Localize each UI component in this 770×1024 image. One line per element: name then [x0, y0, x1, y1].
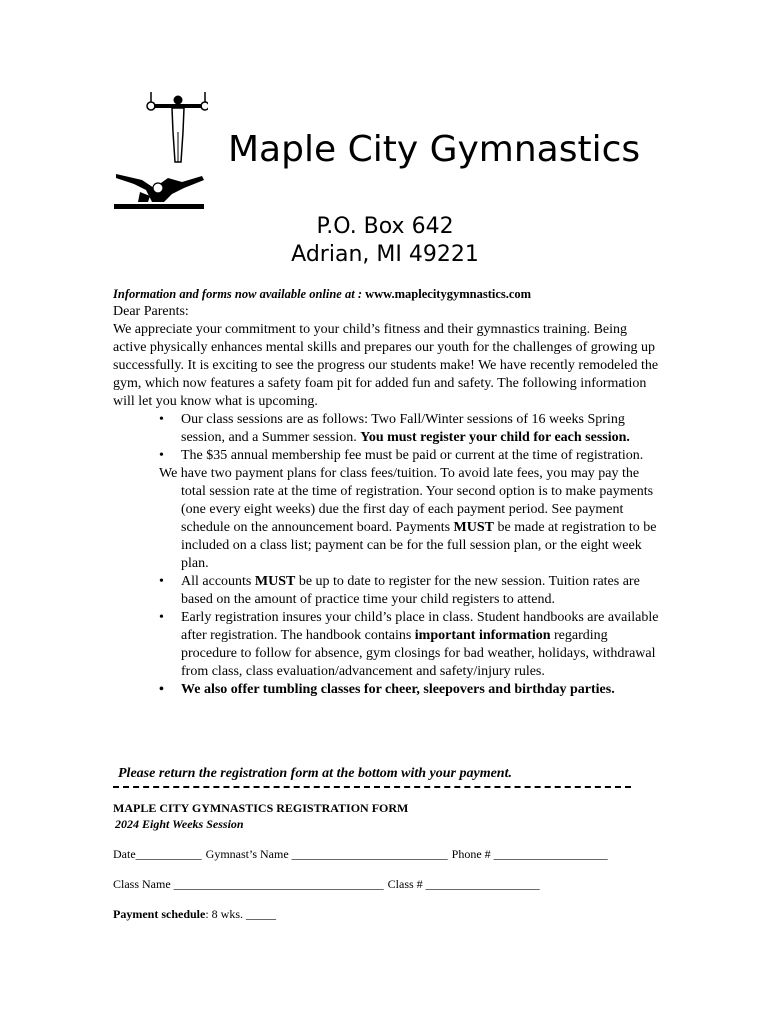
list-item-text: regarding procedure to follow for absence, gym closings for bad weather, holidays, withdrawal from class, class evaluation/advancement and safety/injury rules. — [181, 628, 656, 679]
form-row — [113, 876, 540, 892]
address-line-2: Adrian, MI 49221 — [291, 242, 479, 267]
list-item — [181, 411, 661, 447]
gymnastics-logo — [112, 92, 208, 214]
list-item-text: be up to date to register for the new session. Tuition rates are based on the amount of practice time your child registers to attend. — [181, 574, 640, 607]
payment-schedule-field[interactable]: : 8 wks. _____ — [205, 907, 276, 921]
salutation: Dear Parents: — [113, 304, 189, 319]
return-note: Please return the registration form at the bottom with your payment. — [118, 766, 512, 781]
class-name-field[interactable]: Class Name ___________________________________ — [113, 877, 384, 891]
website-link[interactable]: www.maplecitygymnastics.com — [365, 287, 532, 301]
online-notice — [113, 285, 661, 303]
registration-form — [113, 800, 673, 921]
list-item — [181, 609, 661, 681]
list-item-emphasis: MUST — [254, 574, 296, 589]
list-item-text: The $35 annual membership fee must be paid or current at the time of registration. — [181, 448, 644, 463]
list-item-text: All accounts — [181, 574, 255, 589]
payment-text: be made at registration to be included on a class list; payment can be for the full session plan, or the eight week plan. — [181, 520, 657, 571]
form-session: 2024 Eight Weeks Session — [115, 817, 244, 831]
list-item-emphasis: You must register your child for each session. — [360, 430, 630, 445]
date-field[interactable]: Date___________ — [113, 847, 202, 861]
form-title: MAPLE CITY GYMNASTICS REGISTRATION FORM — [113, 801, 409, 815]
page-title: Maple City Gymnastics — [228, 129, 641, 170]
list-item-emphasis: important information — [414, 628, 551, 643]
info-list — [113, 573, 661, 699]
list-item — [181, 681, 661, 699]
list-item-text: Our class sessions are as follows: Two Fall/Winter sessions of 16 weeks Spring session, and a Summer session. — [181, 412, 625, 445]
online-label: Information and forms now available online at : — [113, 287, 366, 301]
list-item-text: We also offer tumbling classes for cheer, sleepovers and birthday parties. — [181, 682, 615, 697]
cut-line — [113, 786, 631, 788]
payment-paragraph — [113, 465, 661, 573]
gymnast-silhouette-icon — [112, 92, 208, 214]
form-row — [113, 846, 608, 862]
list-item — [181, 573, 661, 609]
letter-body — [113, 285, 661, 699]
payment-text: We have two payment plans for class fees/tuition. To avoid late fees, you may pay the total session rate at the time of registration. Your second option is to make payments (one every eight weeks) due the first day of each payment period. See payment schedule on the announcement board. Payments — [159, 466, 654, 535]
info-list — [113, 411, 661, 465]
class-number-field[interactable]: Class # ___________________ — [387, 877, 540, 891]
payment-schedule-label: Payment schedule — [113, 907, 206, 921]
payment-emphasis: MUST — [453, 520, 494, 535]
phone-field[interactable]: Phone # ___________________ — [451, 847, 608, 861]
list-item — [181, 447, 661, 465]
intro-paragraph: We appreciate your commitment to your child’s fitness and their gymnastics training. Being active physically enhances mental skills and prepares our youth for the challenges of growing up successfully. It is exciting to see the progress our students make! We have recently remodeled the gym, which now features a safety foam pit for added fun and safety. The following information will let you know what is upcoming. — [113, 322, 659, 409]
list-item-text: Early registration insures your child’s place in class. Student handbooks are available after registration. The handbook contains — [181, 610, 659, 643]
gymnast-name-field[interactable]: Gymnast’s Name __________________________ — [205, 847, 448, 861]
form-row — [113, 906, 276, 922]
address-line-1: P.O. Box 642 — [316, 214, 454, 239]
